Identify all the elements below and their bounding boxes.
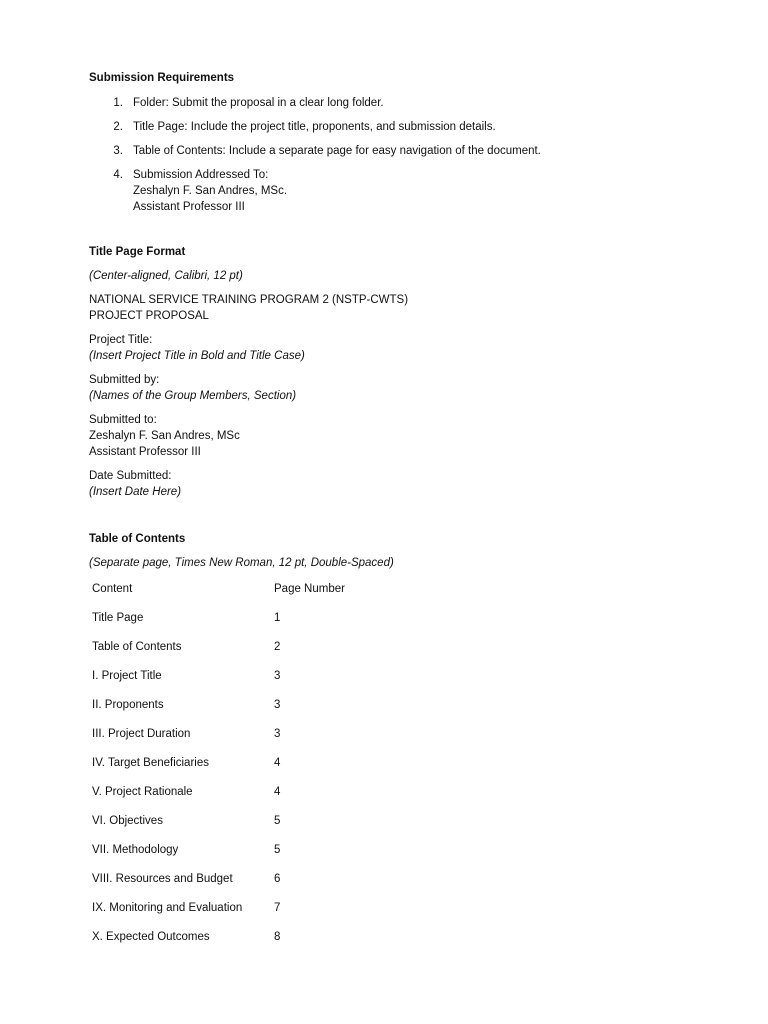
toc-heading: Table of Contents [89,533,186,545]
submission-list [89,95,709,215]
table-row [89,811,397,840]
project-title-block [89,332,709,364]
table-row [89,753,397,782]
toc-entry-page: 6 [274,873,281,885]
date-hint: (Insert Date Here) [89,486,182,498]
toc-entry-title: IV. Target Beneficiaries [92,757,209,769]
toc-entry-page: 5 [274,815,281,827]
table-row [89,898,397,927]
toc-entry-page: 7 [274,902,281,914]
list-number: 3. [113,145,123,157]
submission-heading: Submission Requirements [89,72,235,84]
submitted-to-block [89,412,709,460]
toc-header-page: Page Number [274,583,345,595]
addressee-position: Assistant Professor III [133,201,245,213]
program-block [89,292,709,324]
project-title-hint: (Insert Project Title in Bold and Title Case) [89,350,305,362]
submitted-by-block [89,372,709,404]
toc-entry-page: 8 [274,931,281,943]
list-number: 1. [113,97,123,109]
project-title-label: Project Title: [89,334,153,346]
addressee-name: Zeshalyn F. San Andres, MSc. [133,185,288,197]
list-text: Folder: Submit the proposal in a clear long folder. [133,97,384,109]
list-text: Table of Contents: Include a separate page for easy navigation of the document. [133,145,541,157]
document-page [89,70,709,956]
submitted-to-name: Zeshalyn F. San Andres, MSc [89,430,240,442]
table-row [89,782,397,811]
toc-entry-title: VI. Objectives [92,815,163,827]
toc-entry-title: Title Page [92,612,144,624]
toc-entry-page: 5 [274,844,281,856]
table-row [89,724,397,753]
table-row [89,695,397,724]
submitted-to-label: Submitted to: [89,414,157,426]
toc-entry-page: 4 [274,757,281,769]
table-row [89,869,397,898]
toc-entry-title: II. Proponents [92,699,164,711]
submitted-by-hint: (Names of the Group Members, Section) [89,390,297,402]
proposal-label: PROJECT PROPOSAL [89,310,209,322]
toc-entry-title: I. Project Title [92,670,162,682]
list-text: Title Page: Include the project title, proponents, and submission details. [133,121,496,133]
toc-entry-title: Table of Contents [92,641,182,653]
toc-entry-page: 3 [274,728,281,740]
toc-header-content: Content [92,583,133,595]
table-row [89,608,397,637]
table-row [89,637,397,666]
list-text: Submission Addressed To: [133,169,269,181]
date-block [89,468,709,500]
title-page-note: (Center-aligned, Calibri, 12 pt) [89,270,243,282]
submitted-to-position: Assistant Professor III [89,446,201,458]
table-row [89,666,397,695]
list-item [89,167,709,215]
list-item [89,143,709,159]
list-number: 2. [113,121,123,133]
title-page-heading: Title Page Format [89,246,186,258]
date-label: Date Submitted: [89,470,172,482]
toc-entry-title: VII. Methodology [92,844,179,856]
list-item [89,119,709,135]
table-row [89,840,397,869]
submitted-by-label: Submitted by: [89,374,160,386]
toc-entry-title: III. Project Duration [92,728,191,740]
toc-note: (Separate page, Times New Roman, 12 pt, Double-Spaced) [89,557,394,569]
toc-entry-title: IX. Monitoring and Evaluation [92,902,243,914]
toc-entry-page: 1 [274,612,281,624]
program-name: NATIONAL SERVICE TRAINING PROGRAM 2 (NSTP-CWTS) [89,294,409,306]
toc-entry-page: 4 [274,786,281,798]
list-number: 4. [113,169,123,181]
toc-entry-title: X. Expected Outcomes [92,931,210,943]
toc-table [89,579,397,956]
table-row [89,927,397,956]
list-item [89,95,709,111]
toc-header-row [89,579,397,608]
toc-entry-title: V. Project Rationale [92,786,193,798]
toc-entry-page: 3 [274,670,281,682]
toc-entry-page: 2 [274,641,281,653]
toc-entry-title: VIII. Resources and Budget [92,873,233,885]
toc-entry-page: 3 [274,699,281,711]
